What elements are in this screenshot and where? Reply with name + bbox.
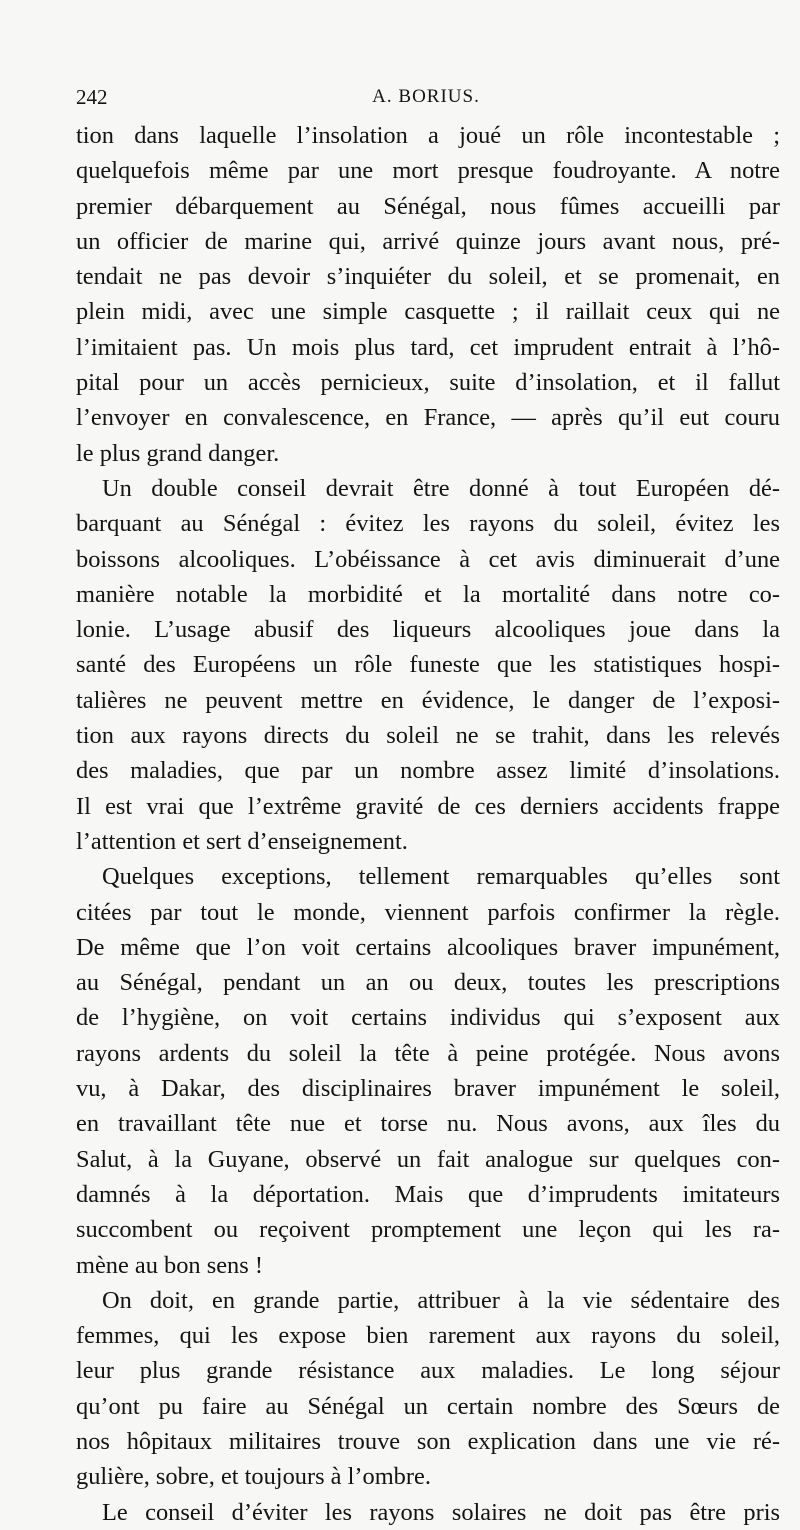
text-line: au Sénégal, pendant un an ou deux, toutes les prescriptions — [76, 969, 780, 997]
text-line: l’envoyer en convalescence, en France, — après qu’il eut couru — [76, 404, 780, 432]
text-line: damnés à la déportation. Mais que d’imprudents imitateurs — [76, 1180, 780, 1208]
text-line: barquant au Sénégal : évitez les rayons du soleil, évitez les — [76, 510, 780, 538]
text-line: en travaillant tête nue et torse nu. Nous avons, aux îles du — [76, 1110, 780, 1138]
text-line: quelquefois même par une mort presque foudroyante. A notre — [76, 157, 780, 185]
text-line: De même que l’on voit certains alcooliques braver impunément, — [76, 933, 780, 961]
text-line: boissons alcooliques. L’obéissance à cet avis diminuerait d’une — [76, 545, 780, 573]
text-line: tion dans laquelle l’insolation a joué un rôle incontestable ; — [76, 122, 780, 149]
text-line: qu’ont pu faire au Sénégal un certain nombre des Sœurs de — [76, 1392, 780, 1420]
running-head: A. BORIUS. — [372, 86, 480, 107]
text-line: Il est vrai que l’extrême gravité de ces derniers accidents frappe — [76, 792, 780, 820]
text-line: pital pour un accès pernicieux, suite d’insolation, et il fallut — [76, 369, 780, 397]
text-line: de l’hygiène, on voit certains individus qui s’exposent aux — [76, 1004, 780, 1032]
text-line: mène au bon sens ! — [76, 1251, 263, 1279]
text-line: talières ne peuvent mettre en évidence, le danger de l’exposi- — [76, 686, 780, 714]
text-line: leur plus grande résistance aux maladies. Le long séjour — [76, 1357, 780, 1385]
text-line: Un double conseil devrait être donné à tout Européen dé- — [102, 474, 780, 502]
text-line: plein midi, avec une simple casquette ; il raillait ceux qui ne — [76, 298, 780, 326]
text-line: l’attention et sert d’enseignement. — [76, 827, 408, 855]
text-line: le plus grand danger. — [76, 439, 280, 467]
body-text — [76, 118, 780, 1530]
text-line: tendait ne pas devoir s’inquiéter du soleil, et se promenait, en — [76, 263, 780, 291]
text-line: tion aux rayons directs du soleil ne se trahit, dans les relevés — [76, 722, 780, 750]
text-line: Le conseil d’éviter les rayons solaires ne doit pas être pris — [102, 1498, 780, 1526]
text-line: l’imitaient pas. Un mois plus tard, cet imprudent entrait à l’hô- — [76, 333, 780, 361]
text-line: gulière, sobre, et toujours à l’ombre. — [76, 1463, 431, 1491]
text-line: santé des Européens un rôle funeste que les statistiques hospi- — [76, 651, 780, 679]
text-line: rayons ardents du soleil la tête à peine protégée. Nous avons — [76, 1039, 780, 1067]
text-line: lonie. L’usage abusif des liqueurs alcooliques joue dans la — [76, 616, 780, 644]
text-line: manière notable la morbidité et la mortalité dans notre co- — [76, 580, 780, 608]
text-line: un officier de marine qui, arrivé quinze jours avant nous, pré- — [76, 227, 780, 255]
text-line: On doit, en grande partie, attribuer à la vie sédentaire des — [102, 1286, 780, 1314]
text-line: succombent ou reçoivent promptement une leçon qui les ra- — [76, 1216, 780, 1244]
page-number: 242 — [76, 85, 108, 109]
text-line: citées par tout le monde, viennent parfois confirmer la règle. — [76, 898, 780, 926]
text-line: Salut, à la Guyane, observé un fait analogue sur quelques con- — [76, 1145, 780, 1173]
text-line: nos hôpitaux militaires trouve son explication dans une vie ré- — [76, 1427, 780, 1455]
page-header — [76, 82, 776, 112]
text-line: femmes, qui les expose bien rarement aux rayons du soleil, — [76, 1322, 780, 1350]
text-line: vu, à Dakar, des disciplinaires braver impunément le soleil, — [76, 1075, 780, 1103]
text-line: des maladies, que par un nombre assez limité d’insolations. — [76, 757, 780, 785]
text-line: premier débarquement au Sénégal, nous fûmes accueilli par — [76, 192, 780, 220]
text-line: Quelques exceptions, tellement remarquables qu’elles sont — [102, 863, 780, 891]
